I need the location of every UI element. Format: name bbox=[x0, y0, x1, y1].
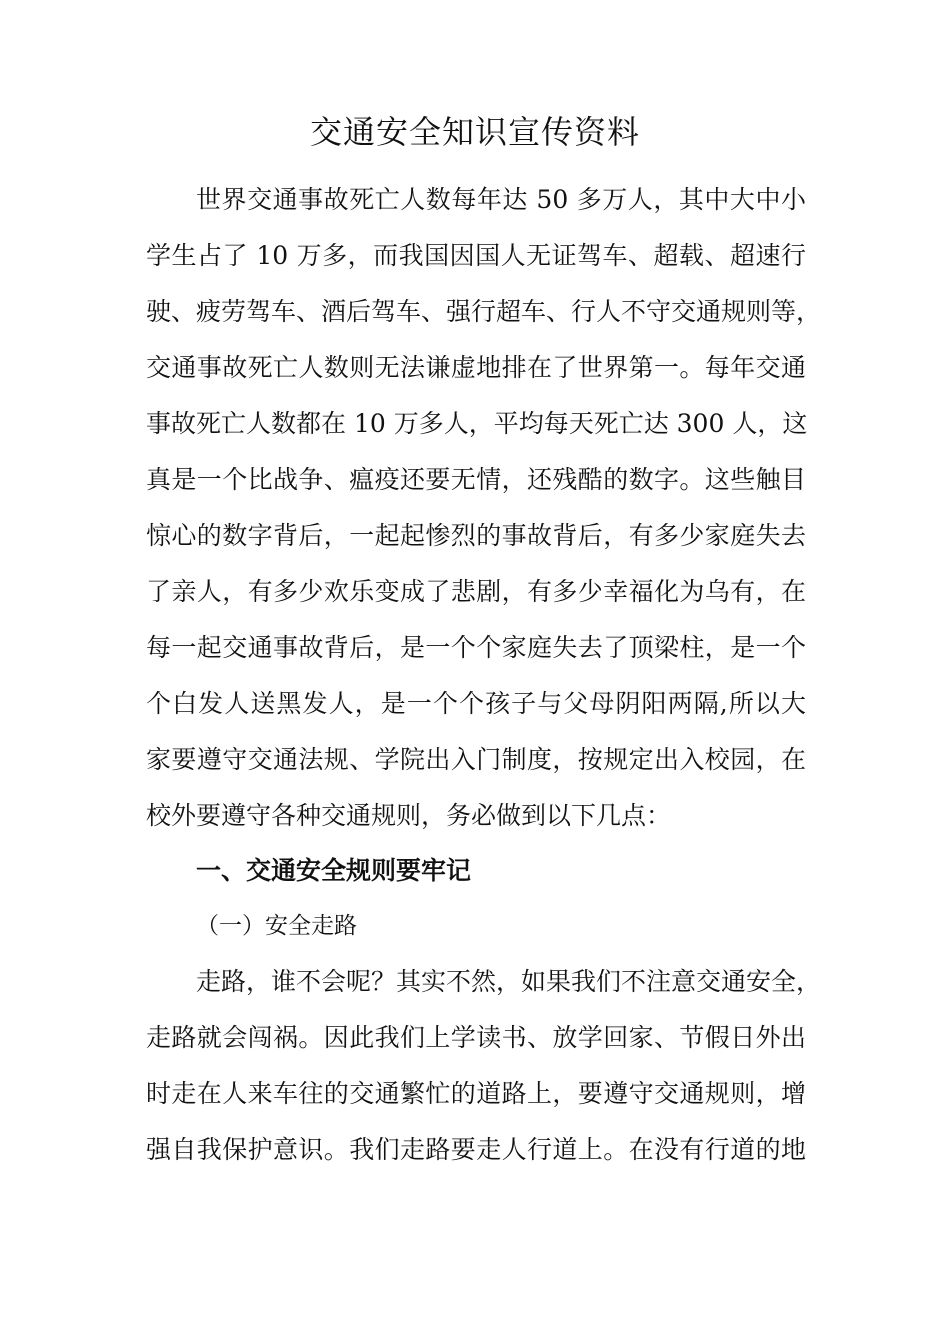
intro-line: 每一起交通事故背后，是一个个家庭失去了顶梁柱，是一个 bbox=[146, 633, 806, 662]
intro-line: 了亲人，有多少欢乐变成了悲剧，有多少幸福化为乌有，在 bbox=[146, 577, 806, 606]
intro-line: 家要遵守交通法规、学院出入门制度，按规定出入校园，在 bbox=[146, 745, 806, 774]
body-line: 时走在人来车往的交通繁忙的道路上，要遵守交通规则，增 bbox=[146, 1079, 806, 1108]
body-line: 强自我保护意识。我们走路要走人行道上。在没有行道的地 bbox=[146, 1135, 806, 1164]
intro-line: 交通事故死亡人数则无法谦虚地排在了世界第一。每年交通 bbox=[146, 353, 806, 382]
body-line: 走路，谁不会呢？其实不然，如果我们不注意交通安全， bbox=[196, 967, 822, 996]
body-line: 走路就会闯祸。因此我们上学读书、放学回家、节假日外出 bbox=[146, 1023, 806, 1052]
section-heading: 一、交通安全规则要牢记 bbox=[196, 856, 472, 885]
intro-line: 个白发人送黑发人，是一个个孩子与父母阴阳两隔,所以大 bbox=[146, 689, 806, 718]
intro-line: 世界交通事故死亡人数每年达 50 多万人，其中大中小 bbox=[196, 185, 806, 214]
intro-line: 事故死亡人数都在 10 万多人，平均每天死亡达 300 人，这 bbox=[146, 409, 808, 438]
intro-line: 校外要遵守各种交通规则，务必做到以下几点： bbox=[146, 801, 672, 830]
intro-line: 惊心的数字背后，一起起惨烈的事故背后，有多少家庭失去 bbox=[146, 521, 806, 550]
intro-line: 驶、疲劳驾车、酒后驾车、强行超车、行人不守交通规则等， bbox=[146, 297, 822, 326]
document-title: 交通安全知识宣传资料 bbox=[309, 113, 640, 151]
subsection-heading: （一）安全走路 bbox=[196, 913, 357, 939]
intro-line: 学生占了 10 万多，而我国因国人无证驾车、超载、超速行 bbox=[146, 241, 806, 270]
intro-line: 真是一个比战争、瘟疫还要无情，还残酷的数字。这些触目 bbox=[146, 465, 806, 494]
